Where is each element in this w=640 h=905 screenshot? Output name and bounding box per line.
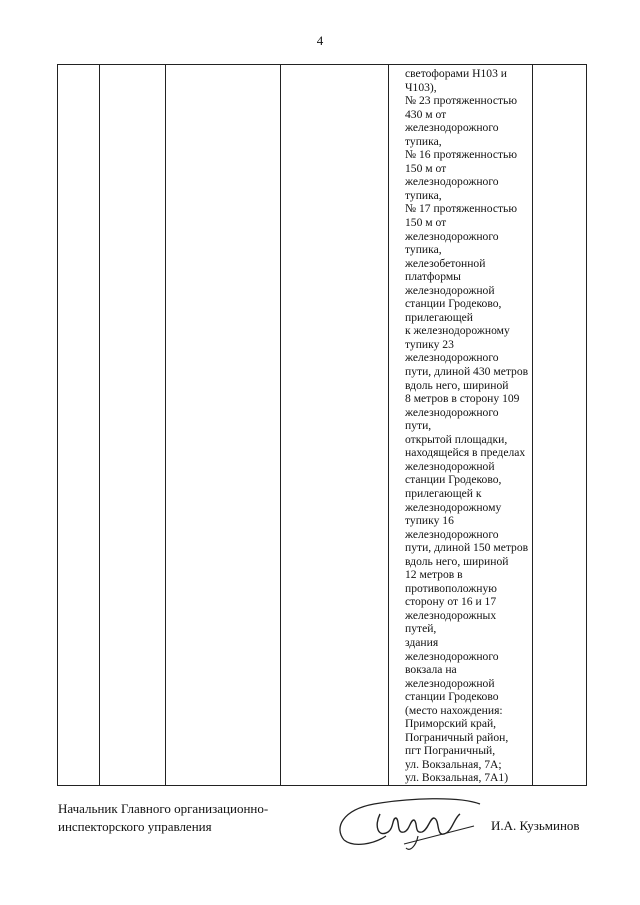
table-cell-6 <box>533 65 587 786</box>
description-line: железнодорожного <box>405 229 499 243</box>
signer-position <box>58 800 268 836</box>
description-line: железнодорожного <box>405 121 499 135</box>
description-line: платформы <box>405 270 461 284</box>
table-row <box>58 65 587 786</box>
signer-position-line: Начальник Главного организационно- <box>58 801 269 816</box>
description-line: железнодорожной <box>405 283 495 297</box>
description-line: противоположную <box>405 581 497 595</box>
signer-name: И.А. Кузьминов <box>491 818 580 833</box>
description-line: Ч103), <box>405 80 437 94</box>
description-line: тупика, <box>405 188 442 202</box>
description-line: железнодорожной <box>405 459 495 473</box>
description-line: 150 м от <box>405 161 447 175</box>
description-line: железнодорожной <box>405 676 495 690</box>
description-line: станции Гродеково, <box>405 297 502 311</box>
description-line: станции Гродеково, <box>405 473 502 487</box>
object-description-text <box>389 65 532 785</box>
description-line: здания <box>405 635 439 649</box>
description-line: железнодорожного <box>405 527 499 541</box>
description-line: (место нахождения: <box>405 703 503 717</box>
description-line: 8 метров в сторону 109 <box>405 392 520 406</box>
description-line: находящейся в пределах <box>405 446 526 460</box>
description-line: путей, <box>405 622 437 636</box>
description-line: тупика, <box>405 243 442 257</box>
description-line: 150 м от <box>405 216 447 230</box>
page-number: 4 <box>316 33 324 48</box>
description-line: сторону от 16 и 17 <box>405 595 497 609</box>
description-line: железобетонной <box>405 256 486 270</box>
description-line: № 16 протяженностью <box>405 148 518 162</box>
description-line: пгт Пограничный, <box>405 744 496 758</box>
description-line: прилегающей к <box>405 486 482 500</box>
table-cell-4 <box>281 65 389 786</box>
description-line: тупику 23 <box>405 337 454 351</box>
description-line: станции Гродеково <box>405 690 499 704</box>
description-line: вдоль него, шириной <box>405 554 509 568</box>
description-line: вдоль него, шириной <box>405 378 509 392</box>
signer-position-line: инспекторского управления <box>58 819 212 834</box>
description-line: прилегающей <box>405 310 473 324</box>
description-line: железнодорожного <box>405 405 499 419</box>
description-line: железнодорожного <box>405 649 499 663</box>
description-line: ул. Вокзальная, 7А; <box>405 757 502 771</box>
description-line: № 23 протяженностью <box>405 94 518 108</box>
description-line: 430 м от <box>405 107 447 121</box>
description-line: железнодорожных <box>405 608 497 622</box>
description-line: железнодорожного <box>405 351 499 365</box>
handwritten-signature <box>334 788 484 858</box>
table-cell-1 <box>58 65 100 786</box>
description-line: железнодорожному <box>405 500 502 514</box>
description-line: ул. Вокзальная, 7А1) <box>405 771 509 785</box>
description-line: к железнодорожному <box>405 324 510 338</box>
description-line: пути, <box>405 419 432 433</box>
table-cell-3 <box>166 65 281 786</box>
description-line: Пограничный район, <box>405 730 509 744</box>
description-line: Приморский край, <box>405 717 497 731</box>
object-description-cell <box>389 65 533 786</box>
continuation-table <box>57 64 587 786</box>
description-line: железнодорожного <box>405 175 499 189</box>
description-line: открытой площадки, <box>405 432 508 446</box>
description-line: светофорами Н103 и <box>405 67 507 80</box>
description-line: тупика, <box>405 134 442 148</box>
description-line: пути, длиной 150 метров <box>405 541 529 555</box>
description-line: вокзала на <box>405 663 457 677</box>
description-line: тупику 16 <box>405 514 454 528</box>
description-line: 12 метров в <box>405 568 463 582</box>
description-line: № 17 протяженностью <box>405 202 518 216</box>
table-cell-2 <box>100 65 166 786</box>
description-line: пути, длиной 430 метров <box>405 365 529 379</box>
